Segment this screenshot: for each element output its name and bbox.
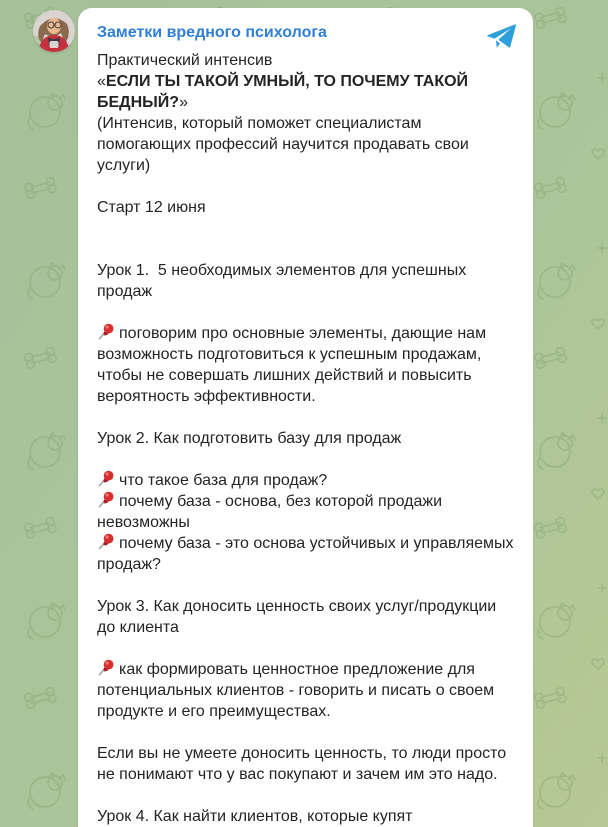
pushpin-icon bbox=[97, 470, 115, 487]
pushpin-icon bbox=[97, 491, 115, 508]
message-text bbox=[97, 50, 518, 827]
lesson2-point: почему база - основа, без которой продажи невозможны bbox=[97, 493, 447, 531]
message-header bbox=[97, 22, 514, 43]
message-bubble bbox=[78, 8, 533, 827]
lesson3-title: Урок 3. Как доносить ценность своих услуг/продукции до клиента bbox=[97, 598, 501, 636]
lesson1-title: Урок 1. 5 необходимых элементов для успешных продаж bbox=[97, 262, 471, 300]
telegram-plane-icon[interactable] bbox=[485, 22, 517, 52]
channel-name-link[interactable]: Заметки вредного психолога bbox=[97, 24, 327, 41]
lesson3-point: как формировать ценностное предложение для потенциальных клиентов - говорить и писать о своем продукте и его преимуществах. bbox=[97, 661, 499, 720]
channel-avatar[interactable] bbox=[33, 10, 75, 52]
lesson2-point: что такое база для продаж? bbox=[97, 470, 514, 491]
start-date: Старт 12 июня bbox=[97, 199, 206, 216]
message-headline: «ЕСЛИ ТЫ ТАКОЙ УМНЫЙ, ТО ПОЧЕМУ ТАКОЙ БЕДНЫЙ?» bbox=[97, 73, 473, 111]
lesson2-points bbox=[97, 470, 518, 575]
pushpin-icon bbox=[97, 659, 115, 676]
pushpin-icon bbox=[97, 323, 115, 340]
lesson4-title: Урок 4. Как найти клиентов, которые купят bbox=[97, 808, 413, 825]
lesson2-point: почему база - это основа устойчивых и управляемых продаж? bbox=[97, 535, 518, 573]
channel-avatar-photo bbox=[33, 10, 75, 52]
message-subtitle: (Интенсив, который поможет специалистам помогающих профессий научится продавать свои услуги) bbox=[97, 115, 474, 174]
message-intro: Практический интенсив bbox=[97, 52, 273, 69]
lesson2-title: Урок 2. Как подготовить базу для продаж bbox=[97, 430, 402, 447]
lesson3-note: Если вы не умеете доносить ценность, то люди просто не понимают что у вас покупают и зачем им это надо. bbox=[97, 745, 511, 783]
pushpin-icon bbox=[97, 533, 115, 550]
lesson1-point: поговорим про основные элементы, дающие нам возможность подготовиться к успешным продажам, чтобы не совершать лишних действий и повысить вероятность эффективности. bbox=[97, 325, 491, 405]
